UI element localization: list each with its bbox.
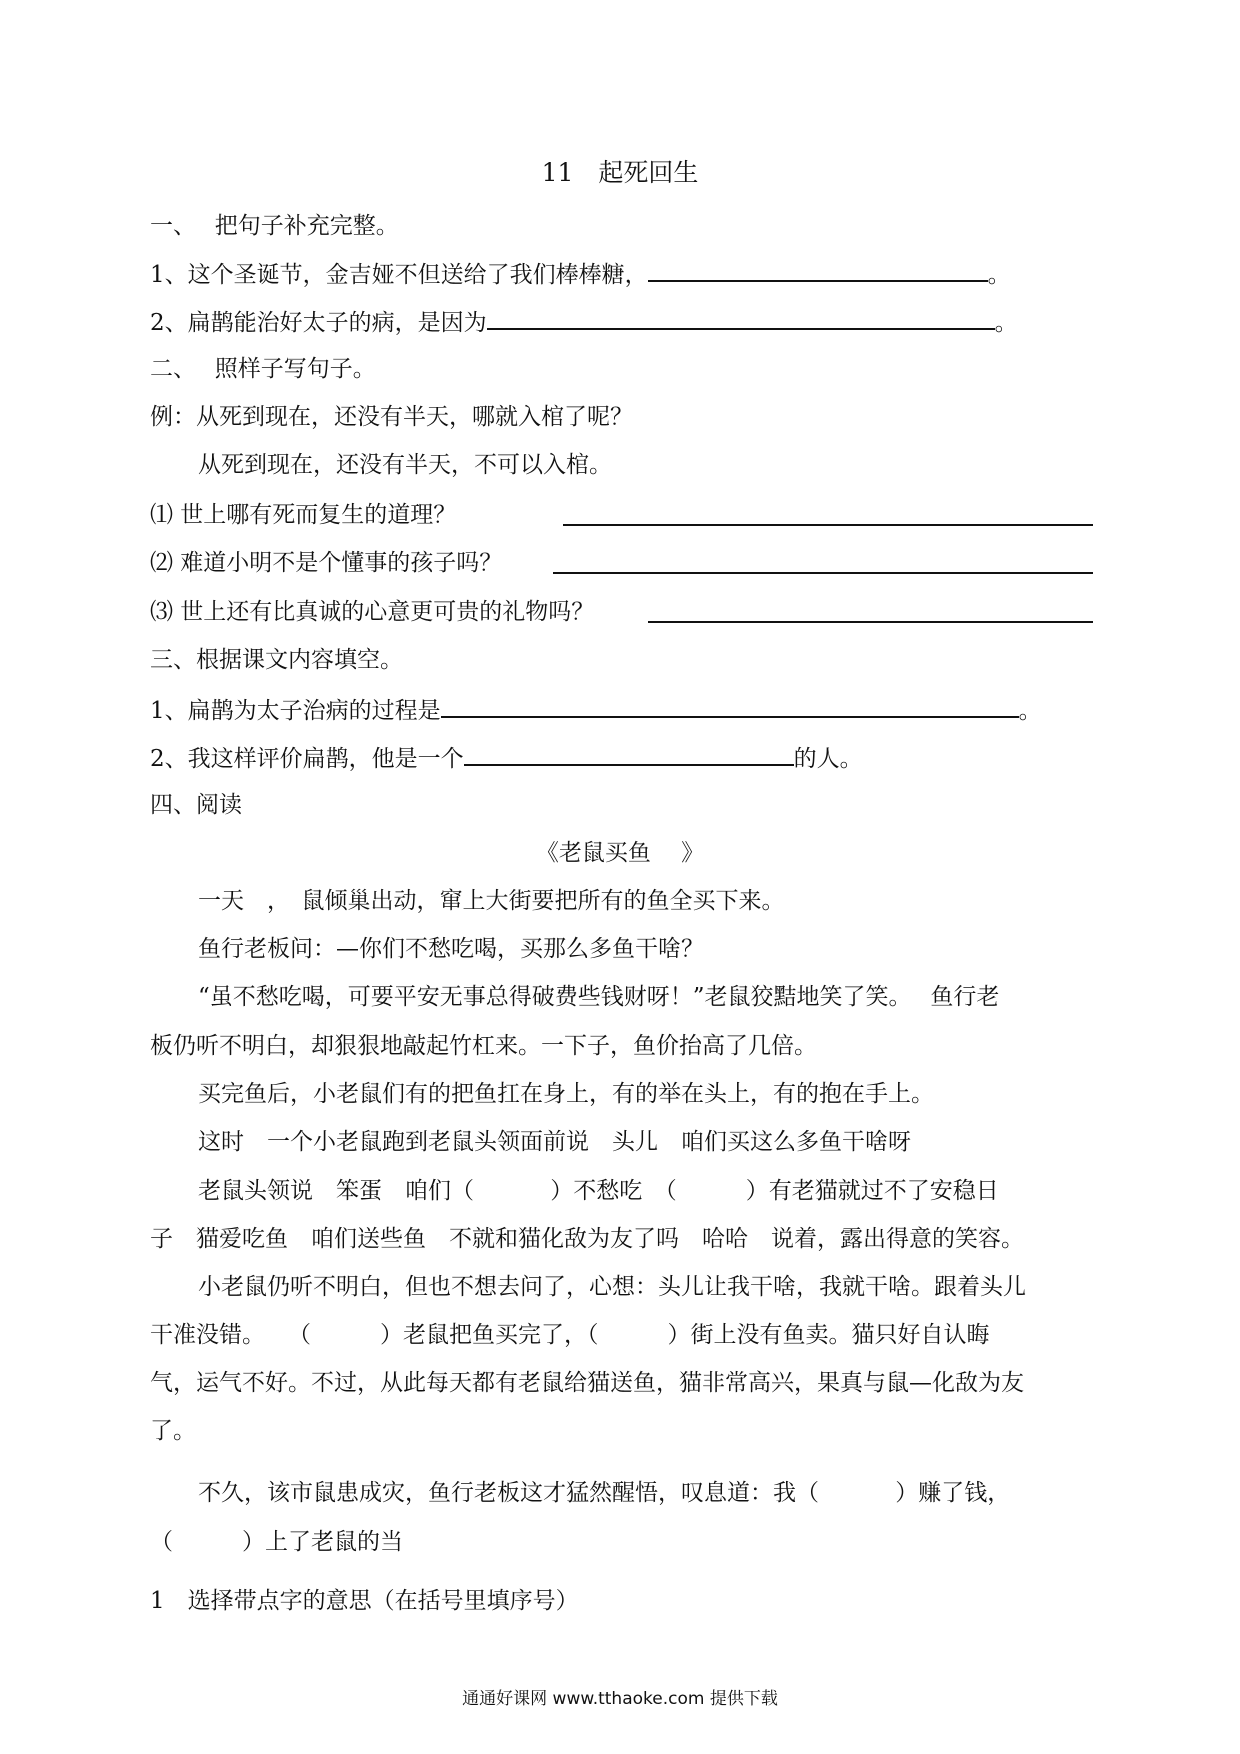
story-paragraph: 干准没错。 （ ）老鼠把鱼买完了，（ ）街上没有鱼卖。猫只好自认晦: [150, 1322, 990, 1348]
story-paragraph: 买完鱼后，小老鼠们有的把鱼扛在身上，有的举在头上，有的抱在手上。: [198, 1081, 934, 1107]
answer-blank[interactable]: [648, 258, 988, 282]
story-paragraph: 了。: [150, 1418, 196, 1444]
footer-credit: 通通好课网 www.tthaoke.com 提供下载: [462, 1689, 778, 1709]
section-2-heading: 二、 照样子写句子。: [150, 356, 376, 382]
story-paragraph: 板仍听不明白，却狠狠地敲起竹杠来。一下子，鱼价抬高了几倍。: [150, 1033, 817, 1059]
page-title: 11 起死回生: [541, 158, 699, 187]
section-1-question-2: [150, 306, 1018, 338]
answer-blank[interactable]: [648, 599, 1093, 623]
story-title: 《老鼠买鱼 》: [535, 840, 705, 866]
story-paragraph: 老鼠头领说 笨蛋 咱们（ ）不愁吃 （ ）有老猫就过不了安稳日: [198, 1178, 999, 1204]
story-paragraph: 一天 ， 鼠倾巢出动，窜上大街要把所有的鱼全买下来。: [198, 888, 785, 914]
example-sentence: 例：从死到现在，还没有半天，哪就入棺了呢？: [150, 404, 633, 430]
answer-blank[interactable]: [487, 306, 995, 330]
story-paragraph: 小老鼠仍听不明白，但也不想去问了，心想：头儿让我干啥，我就干啥。跟着头儿: [198, 1274, 1026, 1300]
section-1-heading: 一、 把句子补充完整。: [150, 213, 399, 239]
story-paragraph: “虽不愁吃喝，可要平安无事总得破费些钱财呀！”老鼠狡黠地笑了笑。 鱼行老: [198, 984, 1000, 1010]
question-text: 2、我这样评价扁鹊，他是一个: [150, 746, 464, 772]
story-paragraph: 子 猫爱吃鱼 咱们送些鱼 不就和猫化敌为友了吗 哈哈 说着，露出得意的笑容。: [150, 1226, 1024, 1252]
reading-question-1: 1 选择带点字的意思（在括号里填序号）: [150, 1588, 579, 1614]
answer-blank[interactable]: [553, 550, 1093, 574]
rewrite-item-1: ⑴ 世上哪有死而复生的道理？: [150, 502, 457, 528]
question-end: 。: [987, 262, 1011, 288]
story-paragraph: 不久，该市鼠患成灾，鱼行老板这才猛然醒悟，叹息道：我（ ）赚了钱，: [198, 1480, 1011, 1506]
section-3-question-1: [150, 694, 1042, 726]
story-paragraph: （ ）上了老鼠的当: [150, 1529, 403, 1555]
question-end: 。: [994, 310, 1018, 336]
section-3-question-2: [150, 742, 863, 774]
story-paragraph: 气，运气不好。不过，从此每天都有老鼠给猫送鱼，猫非常高兴，果真与鼠—化敌为友: [150, 1370, 1024, 1396]
question-text: 2、扁鹊能治好太子的病，是因为: [150, 310, 487, 336]
question-end: 。: [1018, 698, 1042, 724]
answer-blank[interactable]: [563, 502, 1093, 526]
section-4-heading: 四、阅读: [150, 792, 242, 818]
question-text: 1、这个圣诞节，金吉娅不但送给了我们棒棒糖，: [150, 262, 648, 288]
answer-blank[interactable]: [464, 742, 794, 766]
rewrite-item-3: ⑶ 世上还有比真诚的心意更可贵的礼物吗？: [150, 599, 595, 625]
rewrite-item-2: ⑵ 难道小明不是个懂事的孩子吗？: [150, 550, 503, 576]
story-paragraph: 这时 一个小老鼠跑到老鼠头领面前说 头儿 咱们买这么多鱼干啥呀: [198, 1129, 911, 1155]
story-paragraph: 鱼行老板问：—你们不愁吃喝，买那么多鱼干啥？: [198, 936, 704, 962]
answer-blank[interactable]: [441, 694, 1019, 718]
question-end: 的人。: [793, 746, 863, 772]
question-text: 1、扁鹊为太子治病的过程是: [150, 698, 441, 724]
section-1-question-1: [150, 258, 1011, 290]
section-3-heading: 三、根据课文内容填空。: [150, 647, 403, 673]
example-answer: 从死到现在，还没有半天，不可以入棺。: [198, 452, 612, 478]
